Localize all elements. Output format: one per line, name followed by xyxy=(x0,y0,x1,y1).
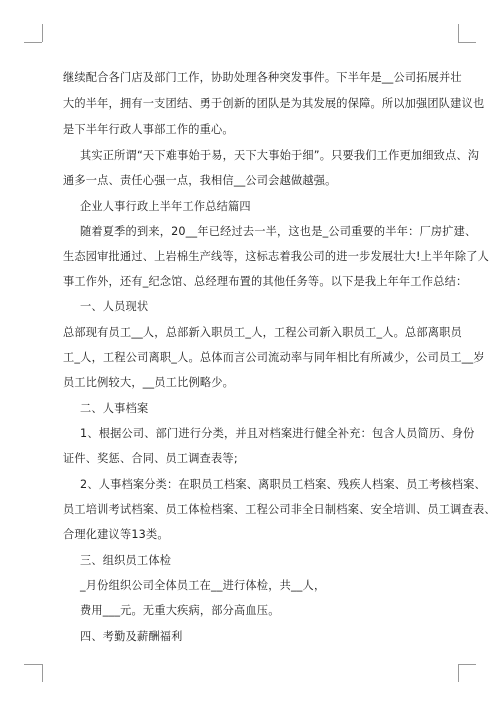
text-line: 1、根据公司、部门进行分类，并且对档案进行健全补充：包含人员简历、身份 xyxy=(80,427,475,440)
crop-mark-top-right-h xyxy=(458,42,476,43)
text-line: 证件、奖惩、合同、员工调查表等; xyxy=(63,452,238,465)
text-line: 是下半年行政人事部工作的重心。 xyxy=(63,123,234,136)
text-line: 继续配合各门店及部门工作，协助处理各种突发事件。下半年是__公司拓展并壮 xyxy=(63,71,462,84)
crop-mark-bottom-right-v xyxy=(458,664,459,682)
text-line: 总部现有员工__人，总部新入职员工_人，工程公司新入职员工_人。总部离职员 xyxy=(63,326,462,339)
text-line: 通多一点、责任心强一点，我相信__公司会越做越强。 xyxy=(63,174,337,187)
text-line: 工_人，工程公司离职_人。总体而言公司流动率与同年相比有所减少，公司员工__岁 xyxy=(63,351,485,364)
crop-mark-bottom-left-v xyxy=(42,664,43,682)
text-line: 其实正所谓“天下难事始于易，天下大事始于细”。只要我们工作更加细致点、沟 xyxy=(80,149,480,162)
text-line: 大的半年，拥有一支团结、勇于创新的团队是为其发展的保障。所以加强团队建议也 xyxy=(63,97,485,110)
heading-physical-exam: 三、组织员工体检 xyxy=(80,554,172,567)
text-line: 员工培训考试档案、员工体检档案、工程公司非全日制档案、安全培训、员工调查表、 xyxy=(63,503,496,516)
heading-attendance-benefits: 四、考勤及薪酬福利 xyxy=(80,630,183,643)
text-line: 合理化建议等13类。 xyxy=(63,528,169,541)
text-line: 随着夏季的到来，20__年已经过去一半，这也是_公司重要的半年：厂房扩建、 xyxy=(80,225,477,238)
text-line: 员工比例较大，__员工比例略少。 xyxy=(63,376,235,389)
text-line: 事工作外，还有_纪念馆、总经理布置的其他任务等。以下是我上年年工作总结： xyxy=(63,275,468,288)
text-line: 生态园审批通过、上岩棉生产线等，这标志着我公司的进一步发展壮大!上半年除了人 xyxy=(63,250,490,263)
crop-mark-top-left-h xyxy=(24,42,42,43)
text-line: 费用___元。无重大疾病，部分高血压。 xyxy=(80,604,280,617)
crop-mark-bottom-right-h xyxy=(458,664,476,665)
text-line: 2、人事档案分类：在职员工档案、离职员工档案、残疾人档案、员工考核档案、 xyxy=(80,478,486,491)
heading-personnel-files: 二、人事档案 xyxy=(80,402,149,415)
heading-personnel-status: 一、人员现状 xyxy=(80,300,149,313)
section-title: 企业人事行政上半年工作总结篇四 xyxy=(80,200,251,213)
text-line: _月份组织公司全体员工在__进行体检，共__人， xyxy=(80,579,326,592)
crop-mark-bottom-left-h xyxy=(24,664,42,665)
crop-mark-top-left-v xyxy=(42,24,43,42)
crop-mark-top-right-v xyxy=(458,24,459,42)
